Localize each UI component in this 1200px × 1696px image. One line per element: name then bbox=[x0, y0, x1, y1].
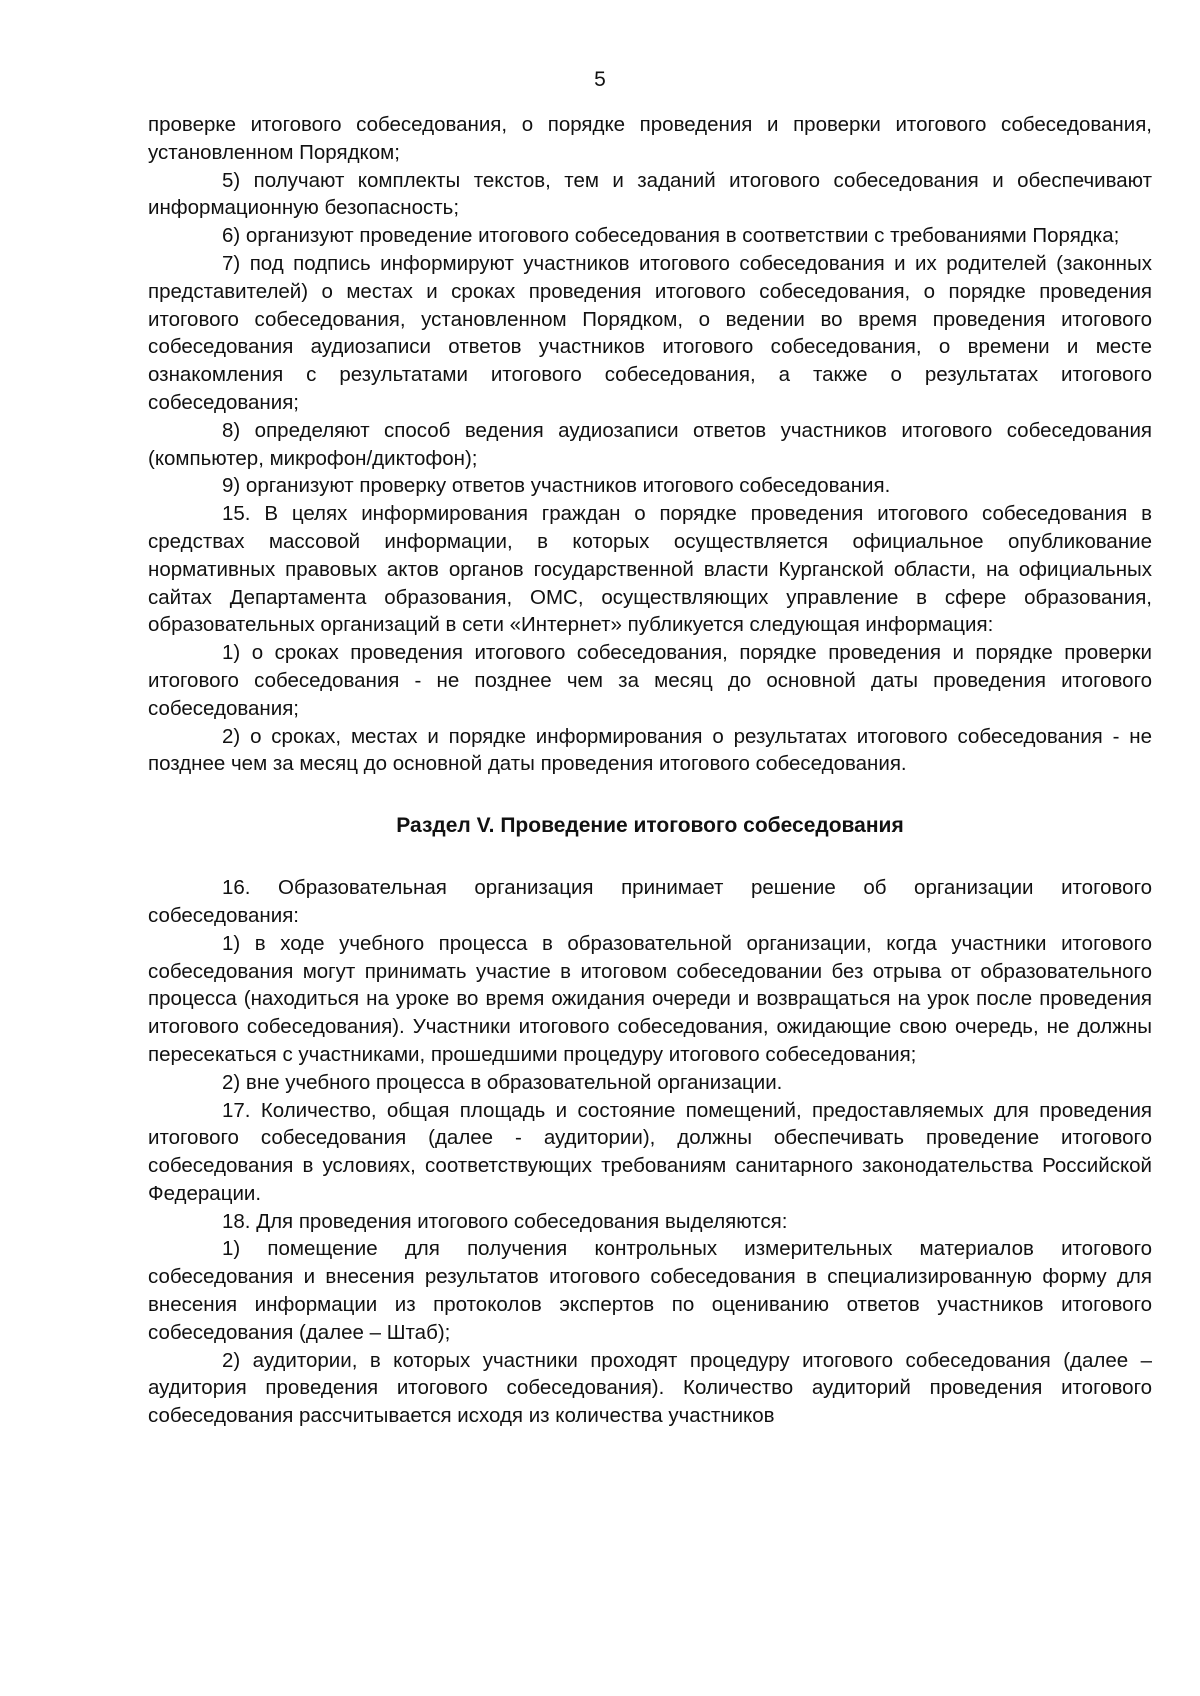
clause-16-item-2: 2) вне учебного процесса в образовательной организации. bbox=[222, 1070, 783, 1094]
list-item-8: 8) определяют способ ведения аудиозаписи ответов участников итогового собеседования (компьютер, микрофон/диктофон); bbox=[148, 418, 1152, 470]
section-heading: Раздел V. Проведение итогового собеседования bbox=[396, 814, 904, 838]
list-item-6: 6) организуют проведение итогового собеседования в соответствии с требованиями Порядка; bbox=[222, 224, 1120, 248]
clause-18: 18. Для проведения итогового собеседования выделяются: bbox=[222, 1209, 788, 1233]
clause-17: 17. Количество, общая площадь и состояние помещений, предоставляемых для проведения итогового собеседования (далее - аудитории), должны обеспечивать проведение итогового собеседования в условиях, соответствующих требованиям санитарного законодательства Российской Федерации. bbox=[148, 1098, 1152, 1205]
clause-18-item-1: 1) помещение для получения контрольных измерительных материалов итогового собеседования и внесения результатов итогового собеседования в специализированную форму для внесения информации из протоколов экспертов по оцениванию ответов участников итогового собеседования (далее – Штаб); bbox=[148, 1237, 1152, 1344]
list-item-9: 9) организуют проверку ответов участников итогового собеседования. bbox=[222, 474, 891, 498]
clause-15-item-2: 2) о сроках, местах и порядке информирования о результатах итогового собеседования - не позднее чем за месяц до основной даты проведения итогового собеседования. bbox=[148, 724, 1152, 776]
paragraph-continuation: проверке итогового собеседования, о порядке проведения и проверки итогового собеседования, установленном Порядком; bbox=[148, 113, 1152, 164]
clause-16-item-1: 1) в ходе учебного процесса в образовательной организации, когда участники итогового собеседования могут принимать участие в итоговом собеседовании без отрыва от образовательного процесса (находиться на уроке во время ожидания очереди и возвращаться на урок после проведения итогового собеседования). Участники итогового собеседования, ожидающие свою очередь, не должны пересекаться с участниками, прошедшими процедуру итогового собеседования; bbox=[148, 931, 1152, 1066]
list-item-5: 5) получают комплекты текстов, тем и заданий итогового собеседования и обеспечивают информационную безопасность; bbox=[148, 168, 1152, 220]
clause-16: 16. Образовательная организация принимает решение об организации итогового собеседования: bbox=[148, 876, 1152, 927]
document-body bbox=[148, 111, 1152, 1430]
page-number: 5 bbox=[594, 68, 606, 91]
list-item-7: 7) под подпись информируют участников итогового собеседования и их родителей (законных представителей) о местах и сроках проведения итогового собеседования, о порядке проведения итогового собеседования, установленном Порядком, о ведении во время проведения итогового собеседования аудиозаписи ответов участников итогового собеседования, о времени и месте ознакомления с результатами итогового собеседования, а также о результатах итогового собеседования; bbox=[148, 251, 1152, 414]
clause-15-item-1: 1) о сроках проведения итогового собеседования, порядке проведения и порядке проверки итогового собеседования - не позднее чем за месяц до основной даты проведения итогового собеседования; bbox=[148, 641, 1152, 720]
clause-18-item-2: 2) аудитории, в которых участники проходят процедуру итогового собеседования (далее – аудитория проведения итогового собеседования). Количество аудиторий проведения итогового собеседования рассчитывается исходя из количества участников bbox=[148, 1348, 1152, 1428]
clause-15: 15. В целях информирования граждан о порядке проведения итогового собеседования в средствах массовой информации, в которых осуществляется официальное опубликование нормативных правовых актов органов государственной власти Курганской области, на официальных сайтах Департамента образования, ОМС, осуществляющих управление в сфере образования, образовательных организаций в сети «Интернет» публикуется следующая информация: bbox=[148, 502, 1152, 637]
